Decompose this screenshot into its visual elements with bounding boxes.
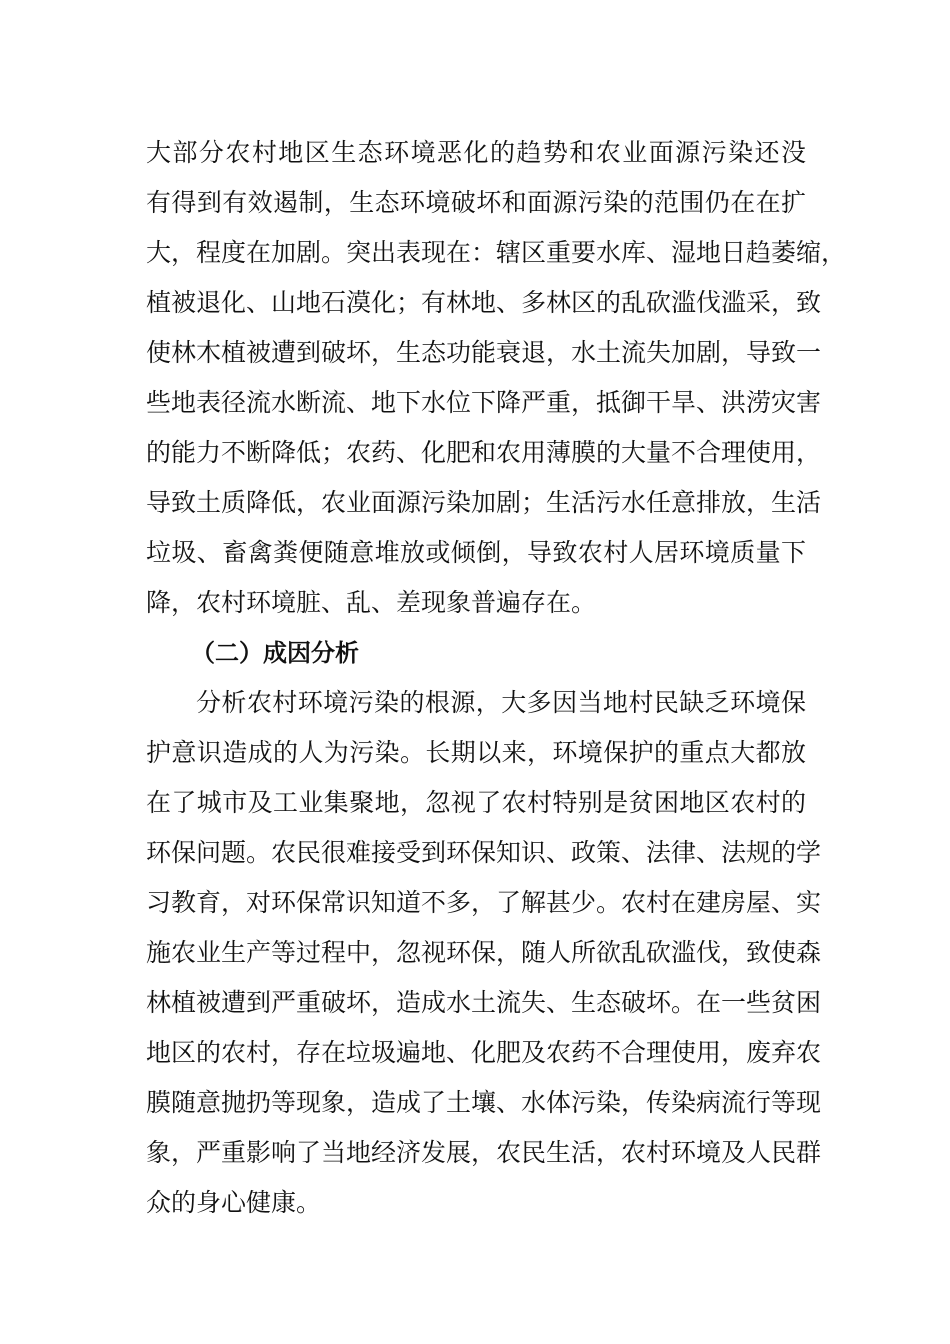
text-line: 植被退化、山地石漠化；有林地、多林区的乱砍滥伐滥采，致 (146, 288, 822, 317)
text-line: 林植被遭到严重破坏，造成水土流失、生态破坏。在一些贫困 (146, 988, 822, 1017)
paragraph-2 (146, 678, 822, 1228)
text-line: 导致土质降低，农业面源污染加剧；生活污水任意排放，生活 (146, 488, 822, 517)
text-line: 众的身心健康。 (146, 1188, 322, 1217)
text-line: 分析农村环境污染的根源，大多因当地村民缺乏环境保 (196, 688, 806, 717)
text-line: 降，农村环境脏、乱、差现象普遍存在。 (146, 588, 597, 617)
text-line: 象，严重影响了当地经济发展，农民生活，农村环境及人民群 (146, 1138, 822, 1167)
text-line: 的能力不断降低；农药、化肥和农用薄膜的大量不合理使用， (146, 438, 822, 467)
text-line: 膜随意抛扔等现象，造成了土壤、水体污染，传染病流行等现 (146, 1088, 822, 1117)
paragraph-1 (146, 128, 847, 628)
text-line: 使林木植被遭到破坏，生态功能衰退，水土流失加剧，导致一 (146, 338, 822, 367)
text-line: 习教育，对环保常识知道不多，了解甚少。农村在建房屋、实 (146, 888, 822, 917)
text-line: 大部分农村地区生态环境恶化的趋势和农业面源污染还没 (146, 138, 806, 167)
document-body (146, 128, 847, 1228)
text-line: 大，程度在加剧。突出表现在：辖区重要水库、湿地日趋萎缩， (146, 238, 847, 267)
text-line: 有得到有效遏制，生态环境破坏和面源污染的范围仍在在扩 (146, 188, 806, 217)
text-line: 地区的农村，存在垃圾遍地、化肥及农药不合理使用，废弃农 (146, 1038, 822, 1067)
text-line: 施农业生产等过程中，忽视环保，随人所欲乱砍滥伐，致使森 (146, 938, 822, 967)
text-line: 在了城市及工业集聚地，忽视了农村特别是贫困地区农村的 (146, 788, 806, 817)
section-heading: （二）成因分析 (191, 639, 359, 667)
text-line: 环保问题。农民很难接受到环保知识、政策、法律、法规的学 (146, 838, 822, 867)
text-line: 护意识造成的人为污染。长期以来，环境保护的重点大都放 (146, 738, 806, 767)
text-line: 些地表径流水断流、地下水位下降严重，抵御干旱、洪涝灾害 (146, 388, 822, 417)
text-line: 垃圾、畜禽粪便随意堆放或倾倒，导致农村人居环境质量下 (146, 538, 806, 567)
